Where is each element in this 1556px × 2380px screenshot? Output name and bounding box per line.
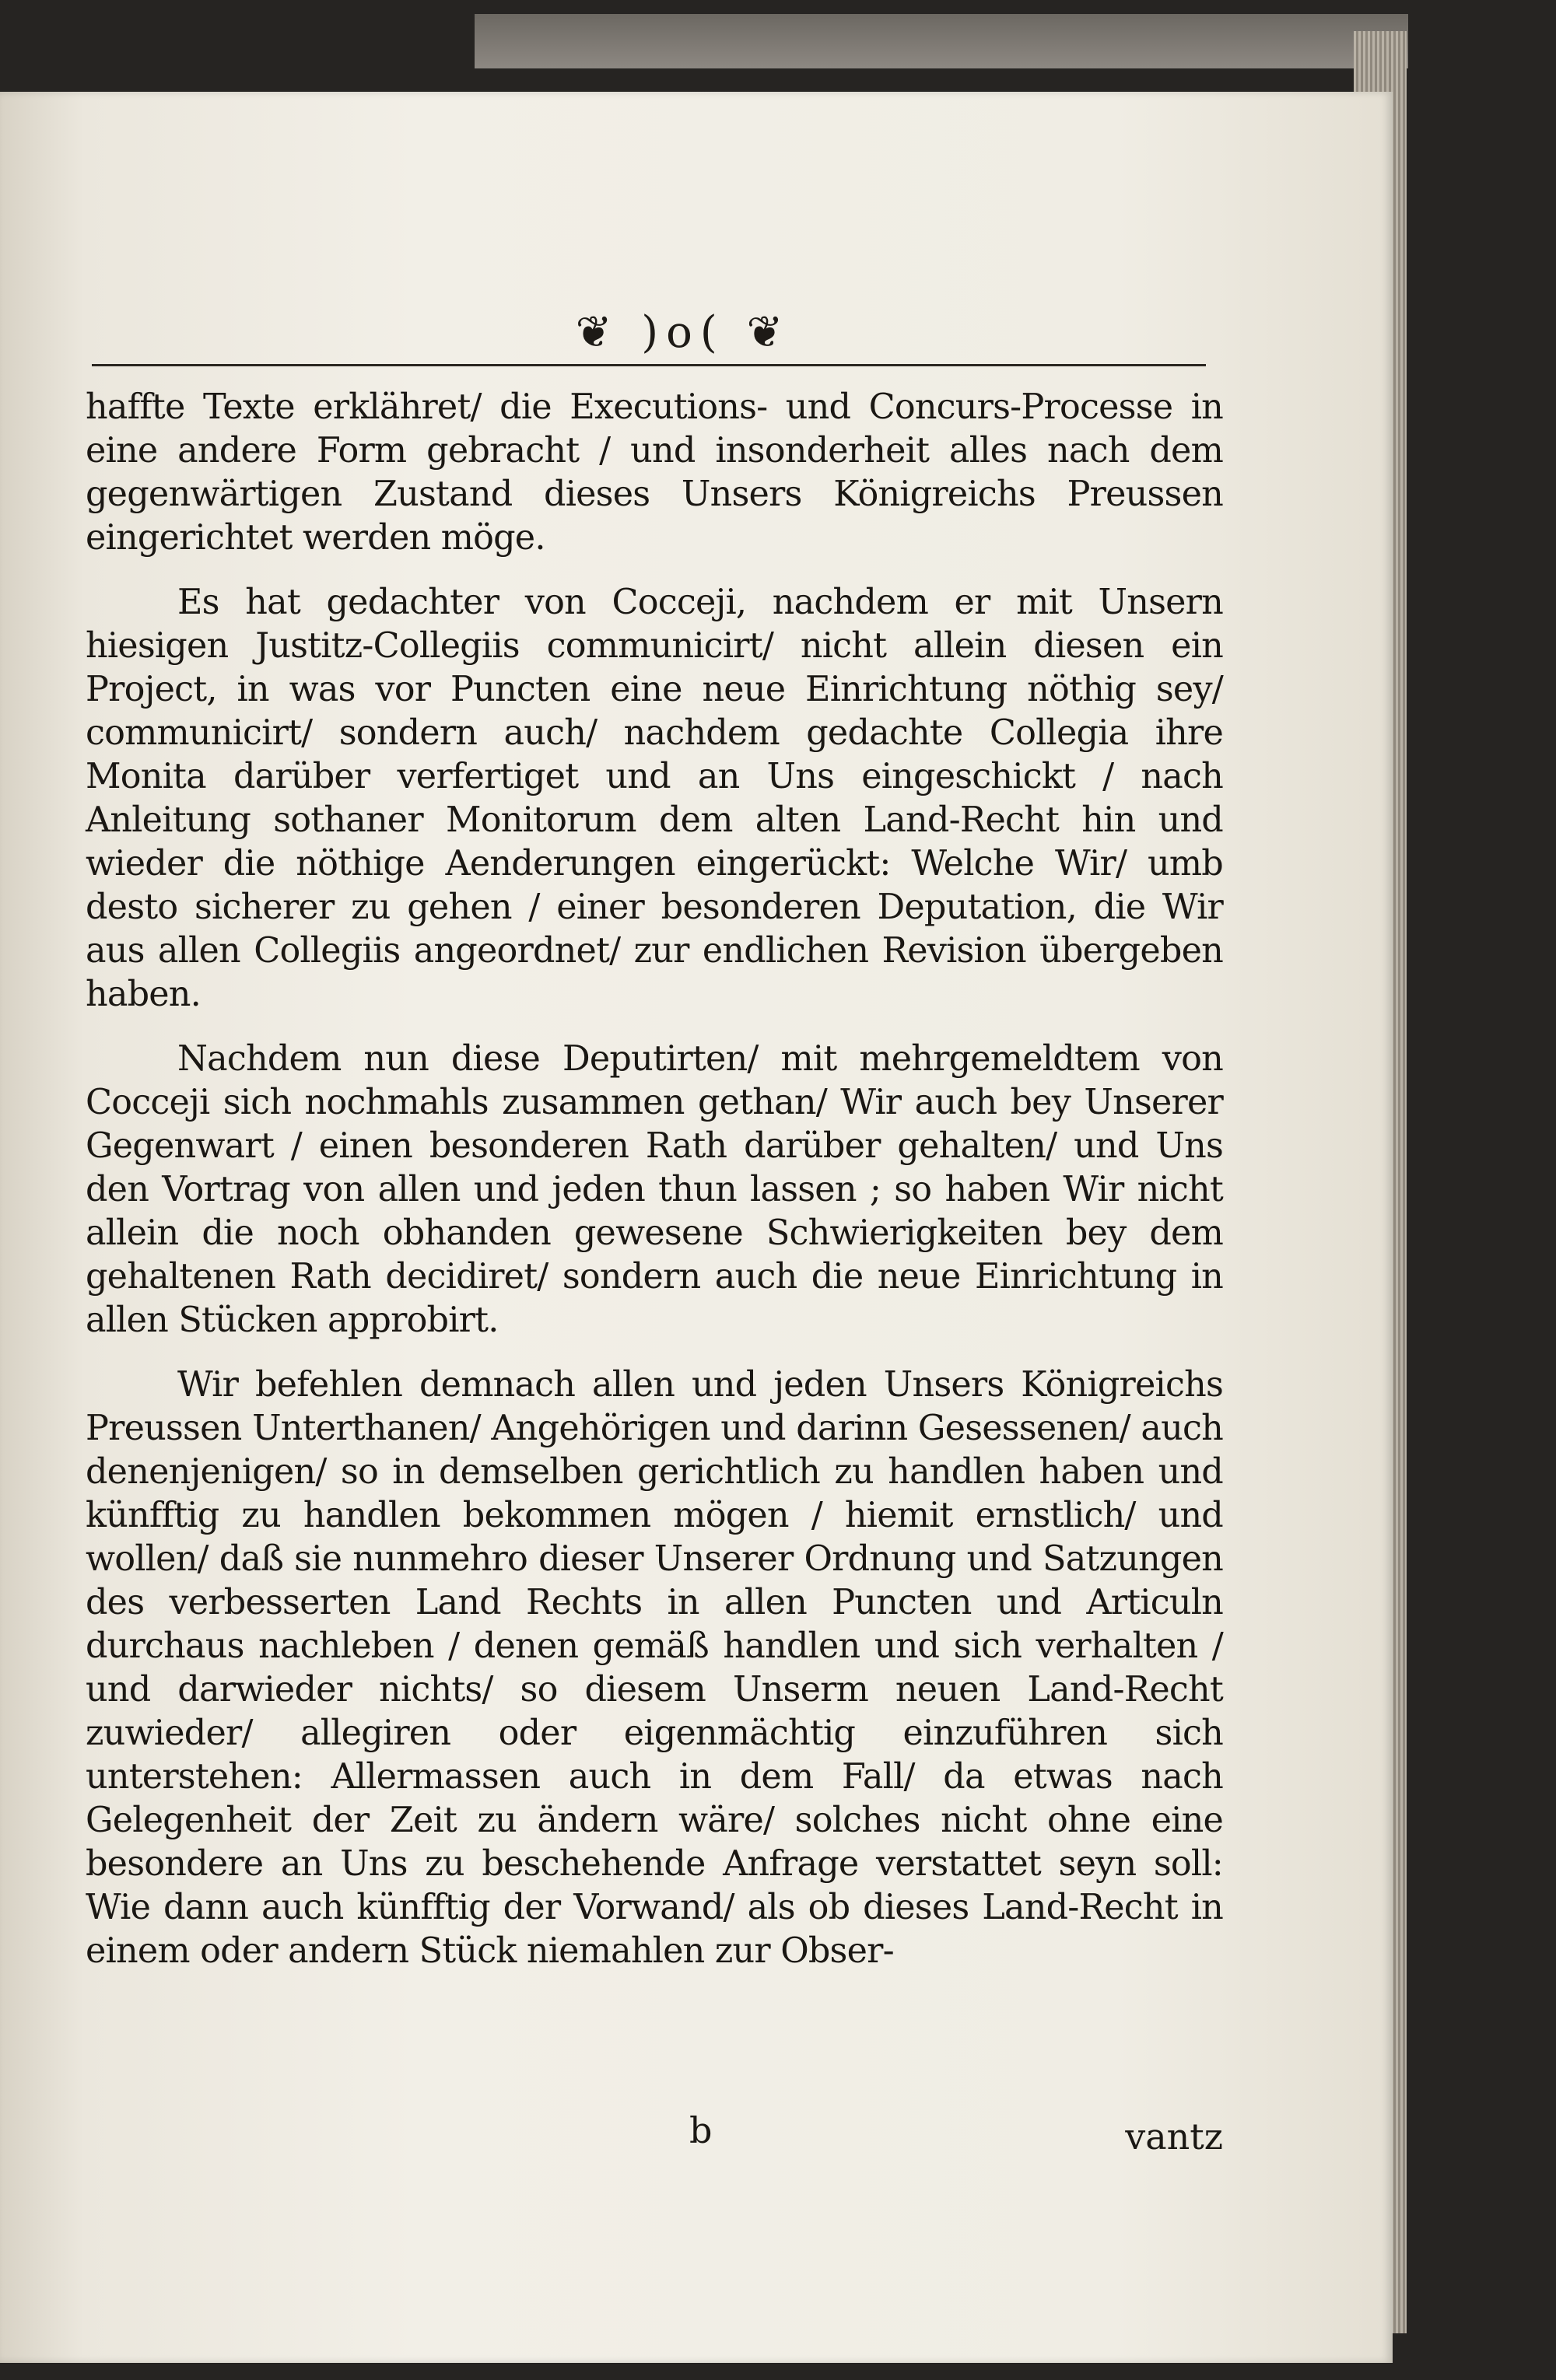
paragraph-2: Es hat gedachter von Cocceji, nachdem er mit Unsern hiesigen Justitz-Collegiis communicirt/ nicht allein diesen ein Project, in was vor Puncten eine neue Einrichtung nöthig sey/ communicirt/ sondern auch/ nachdem gedachte Collegia ihre Monita darüber verfertiget und an Uns eingeschickt / nach Anleitung sothaner Monitorum dem alten Land-Recht hin und wieder die nöthige Aenderungen eingerückt: Welche Wir/ umb desto sicherer zu gehen / einer besonderen Deputation, die Wir aus allen Collegiis angeordnet/ zur endlichen Revision übergeben haben.: [86, 583, 1223, 1014]
page-header: [92, 305, 1206, 367]
paragraph-1: haffte Texte erklähret/ die Executions- und Concurs-Processe in eine andere Form gebracht / und insonderheit alles nach dem gegenwärtigen Zustand dieses Unsers Königreichs Preussen eingerichtet werden möge.: [86, 387, 1223, 558]
paragraph-3: Nachdem nun diese Deputirten/ mit mehrgemeldtem von Cocceji sich nochmahls zusammen gethan/ Wir auch bey Unserer Gegenwart / einen besonderen Rath darüber gehalten/ und Uns den Vortrag von allen und jeden thun lassen ; so haben Wir nicht allein die noch obhanden gewesene Schwierigkeiten bey dem gehaltenen Rath decidiret/ sondern auch die neue Einrichtung in allen Stücken approbirt.: [86, 1039, 1223, 1340]
header-rule: [92, 364, 1206, 366]
header-ornament: ❦ )o( ❦: [575, 307, 791, 358]
page-footer: [86, 2109, 1223, 2156]
catchword: vantz: [1125, 2116, 1223, 2158]
book-top-edge: [475, 14, 1408, 68]
signature-mark: b: [689, 2109, 713, 2151]
body-text: [86, 386, 1223, 1994]
paragraph-4: Wir befehlen demnach allen und jeden Unsers Königreichs Preussen Unterthanen/ Angehörigen und darinn Gesessenen/ auch denenjenigen/ so in demselben gerichtlich zu handlen haben und künfftig zu handlen bekommen mögen / hiemit ernstlich/ und wollen/ daß sie nunmehro dieser Unserer Ordnung und Satzungen des verbesserten Land Rechts in allen Puncten und Articuln durchaus nachleben / denen gemäß handlen und sich verhalten / und darwieder nichts/ so diesem Unserm neuen Land-Recht zuwieder/ allegiren oder eigenmächtig einzuführen sich unterstehen: Allermassen auch in dem Fall/ da etwas nach Gelegenheit der Zeit zu ändern wäre/ solches nicht ohne eine besondere an Uns zu beschehende Anfrage verstattet seyn soll: Wie dann auch künfftig der Vorwand/ als ob dieses Land-Recht in einem oder andern Stück niemahlen zur Obser-: [86, 1365, 1223, 1971]
